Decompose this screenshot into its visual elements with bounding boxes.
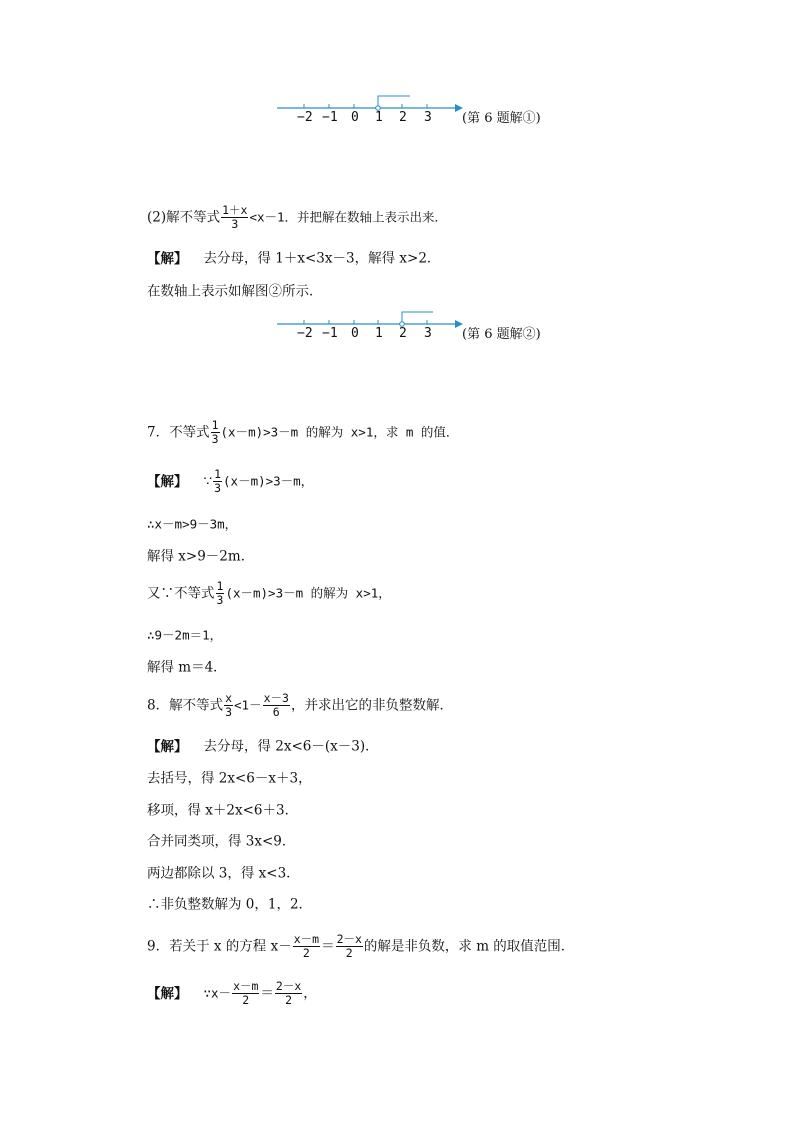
solution-text: 两边都除以 3，得 x<3． bbox=[147, 865, 300, 882]
solution-text: (x－m)>3－m 的解为 x>1， bbox=[225, 585, 391, 601]
fraction bbox=[232, 980, 259, 1007]
tick-label: −1 bbox=[322, 110, 338, 125]
q7-solution-step bbox=[147, 580, 391, 607]
fraction bbox=[213, 468, 222, 495]
q7-question bbox=[147, 419, 458, 446]
fraction bbox=[216, 580, 225, 607]
numerator: x bbox=[225, 691, 233, 705]
q8-question bbox=[147, 692, 453, 719]
solution-tag: 【解】 bbox=[147, 473, 188, 490]
numerator: x－m bbox=[293, 932, 320, 946]
denominator: 2 bbox=[285, 993, 293, 1007]
denominator: 3 bbox=[231, 217, 239, 231]
q7-solution-step bbox=[147, 515, 237, 534]
solution-tag: 【解】 bbox=[147, 250, 188, 267]
q6-part2-solution bbox=[147, 249, 440, 268]
numerator: 1 bbox=[211, 418, 219, 432]
question-text: 的解是非负数，求 m 的取值范围． bbox=[363, 938, 575, 955]
tick-label: 2 bbox=[399, 110, 407, 125]
denominator: 2 bbox=[302, 946, 310, 960]
q7-solution bbox=[147, 468, 313, 495]
denominator: 3 bbox=[214, 481, 222, 495]
numerator: 1＋x bbox=[222, 203, 248, 217]
tick-label: −2 bbox=[297, 326, 313, 341]
question-text: 9．若关于 x 的方程 x－ bbox=[147, 938, 292, 955]
fraction bbox=[221, 204, 248, 231]
solution-text: ∵x－ bbox=[203, 985, 232, 1001]
equals-sign: ＝ bbox=[260, 985, 274, 1002]
number-line-2 bbox=[275, 308, 575, 348]
solution-tag: 【解】 bbox=[147, 738, 188, 755]
numerator: 2－x bbox=[336, 932, 362, 946]
tick-label: 1 bbox=[375, 110, 383, 125]
fraction bbox=[263, 692, 290, 719]
question-text: 7．不等式 bbox=[147, 424, 210, 441]
tick-label: 0 bbox=[351, 110, 359, 125]
question-text: (2)解不等式 bbox=[147, 209, 221, 226]
tick-label: 3 bbox=[424, 326, 432, 341]
solution-text: 去分母，得 1＋x<3x－3，解得 x>2． bbox=[203, 250, 441, 267]
question-text: 8．解不等式 bbox=[147, 697, 224, 714]
solution-text: 解得 m＝4． bbox=[147, 659, 227, 676]
solution-text: ∵ bbox=[203, 473, 213, 490]
fraction bbox=[293, 933, 320, 960]
solution-text: 在数轴上表示如解图②所示． bbox=[147, 283, 323, 300]
numerator: x－3 bbox=[263, 691, 289, 705]
solution-text: (x－m)>3－m， bbox=[223, 473, 314, 489]
solution-text: ∴非负整数解为 0，1，2． bbox=[147, 896, 313, 913]
q7-solution-step bbox=[147, 626, 222, 645]
denominator: 3 bbox=[211, 432, 219, 446]
solution-text: 去分母，得 2x<6－(x－3)． bbox=[203, 738, 379, 755]
solution-text: ∴9－2m＝1， bbox=[147, 627, 223, 643]
solution-text: 移项，得 x＋2x<6＋3． bbox=[147, 802, 299, 819]
solution-text: 又∵不等式 bbox=[147, 585, 215, 602]
question-text: ，并求出它的非负整数解． bbox=[290, 697, 453, 714]
q8-solution-step bbox=[147, 769, 312, 788]
q8-solution-step bbox=[147, 864, 300, 883]
solution-text: 合并同类项，得 3x<9． bbox=[147, 833, 296, 850]
fraction bbox=[211, 419, 220, 446]
q8-solution-step bbox=[147, 801, 298, 820]
denominator: 3 bbox=[216, 593, 224, 607]
figure-caption: (第 6 题解②) bbox=[462, 327, 541, 342]
solution-text: ∴x－m>9－3m， bbox=[147, 516, 238, 532]
fraction bbox=[336, 933, 363, 960]
denominator: 3 bbox=[225, 705, 233, 719]
q9-solution bbox=[147, 980, 317, 1007]
denominator: 6 bbox=[272, 705, 280, 719]
numerator: 2－x bbox=[275, 979, 302, 993]
denominator: 2 bbox=[345, 946, 353, 960]
q7-solution-step bbox=[147, 547, 254, 566]
tick-label: 0 bbox=[351, 326, 359, 341]
q8-solution-step bbox=[147, 895, 312, 914]
solution-text: 去括号，得 2x<6－x＋3， bbox=[147, 770, 312, 787]
number-line-1 bbox=[275, 92, 575, 132]
tick-label: −2 bbox=[297, 110, 313, 125]
numerator: 1 bbox=[214, 467, 222, 481]
q6-part2-solution-line2 bbox=[147, 282, 323, 301]
solution-tag: 【解】 bbox=[147, 985, 188, 1002]
q8-solution-step bbox=[147, 832, 295, 851]
question-text: <x－1．并把解在数轴上表示出来． bbox=[249, 209, 448, 225]
fraction bbox=[275, 980, 302, 1007]
numerator: 1 bbox=[216, 579, 224, 593]
tick-label: 2 bbox=[399, 326, 407, 341]
solution-text: ， bbox=[303, 985, 317, 1002]
tick-label: 1 bbox=[375, 326, 383, 341]
q6-part2-question bbox=[147, 204, 447, 231]
question-text: (x－m)>3－m 的解为 x>1，求 m 的值． bbox=[220, 424, 459, 440]
q7-solution-step bbox=[147, 658, 227, 677]
figure-caption: (第 6 题解①) bbox=[462, 111, 541, 126]
equals-sign: ＝ bbox=[321, 938, 335, 955]
tick-label: 3 bbox=[424, 110, 432, 125]
question-text: <1－ bbox=[234, 697, 262, 713]
numerator: x－m bbox=[233, 979, 259, 993]
fraction bbox=[224, 692, 233, 719]
q9-question bbox=[147, 933, 574, 960]
solution-text: 解得 x>9－2m． bbox=[147, 548, 255, 565]
q8-solution bbox=[147, 737, 379, 756]
tick-label: −1 bbox=[322, 326, 338, 341]
denominator: 2 bbox=[242, 993, 250, 1007]
